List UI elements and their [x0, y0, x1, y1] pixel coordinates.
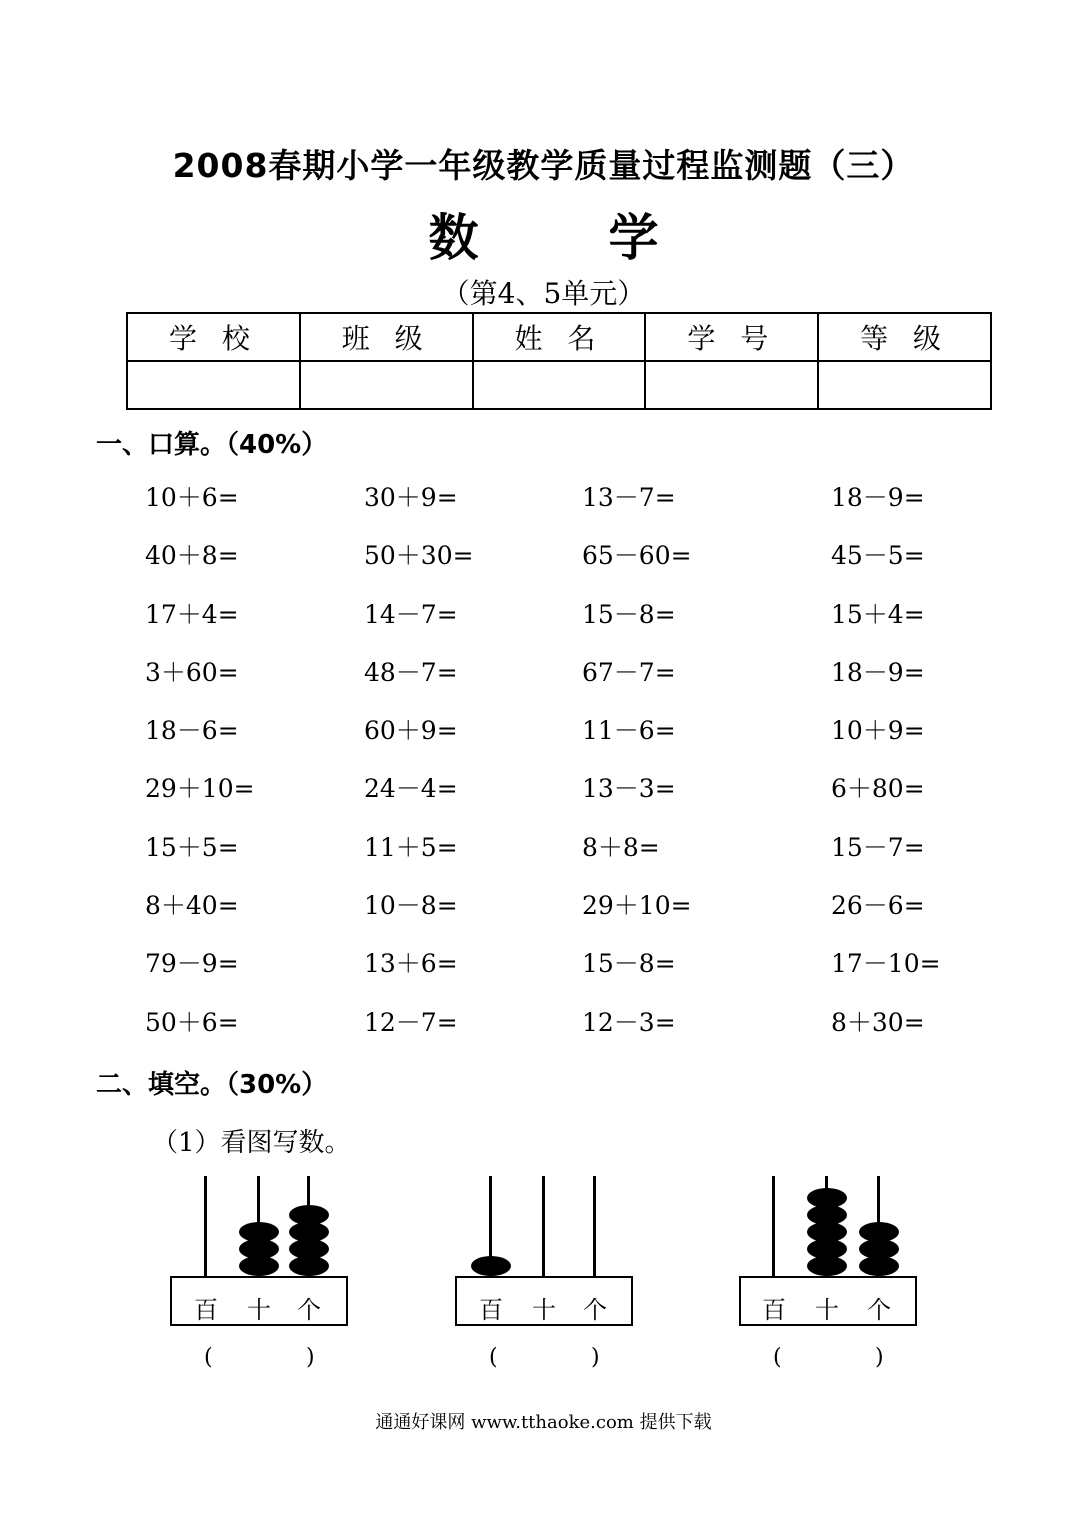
place-value-label: 个 — [583, 1296, 607, 1324]
info-header-number: 学 号 — [645, 313, 818, 361]
math-problem: 50＋30= — [364, 541, 474, 571]
math-problem: 10－8= — [364, 891, 458, 921]
abacus-bead — [471, 1256, 511, 1276]
place-value-label: 个 — [297, 1296, 321, 1324]
paren-close: ) — [306, 1345, 315, 1370]
math-problem: 26－6= — [831, 891, 925, 921]
place-value-label: 十 — [815, 1296, 839, 1324]
math-problem: 50＋6= — [145, 1007, 239, 1037]
abacus-bead — [807, 1256, 847, 1276]
section2-title: 二、填空。（30%） — [96, 1070, 328, 1100]
math-problem: 12－7= — [364, 1007, 458, 1037]
math-problem: 40＋8= — [145, 541, 239, 571]
math-problem: 8＋40= — [145, 891, 239, 921]
info-entry-class[interactable] — [300, 361, 473, 409]
math-problem: 6＋80= — [831, 774, 925, 804]
problem-row — [145, 653, 1025, 711]
abacus-frame — [455, 1276, 633, 1326]
mental-math-grid — [145, 478, 1025, 1061]
math-problem: 15－8= — [582, 949, 676, 979]
subject-char-left: 数 — [428, 209, 479, 267]
paren-close: ) — [875, 1345, 884, 1370]
section1-title: 一、口算。（40%） — [96, 430, 328, 460]
answer-blank[interactable] — [204, 1345, 324, 1373]
abacus-frame — [170, 1276, 348, 1326]
info-entry-name[interactable] — [473, 361, 646, 409]
info-header-class: 班 级 — [300, 313, 473, 361]
place-value-label: 百 — [194, 1296, 218, 1324]
math-problem: 29＋10= — [582, 891, 692, 921]
math-problem: 8＋8= — [582, 832, 660, 862]
math-problem: 29＋10= — [145, 774, 255, 804]
abacus-rod — [593, 1176, 596, 1276]
answer-blank[interactable] — [773, 1345, 893, 1373]
paren-close: ) — [591, 1345, 600, 1370]
math-problem: 13－3= — [582, 774, 676, 804]
abacus-bead — [289, 1256, 329, 1276]
math-problem: 11＋5= — [364, 832, 458, 862]
math-problem: 12－3= — [582, 1007, 676, 1037]
math-problem: 48－7= — [364, 657, 458, 687]
math-problem: 65－60= — [582, 541, 692, 571]
info-header-row — [127, 313, 991, 361]
abacus-bead — [239, 1239, 279, 1259]
abacus-rod — [542, 1176, 545, 1276]
place-value-label: 十 — [247, 1296, 271, 1324]
math-problem: 45－5= — [831, 541, 925, 571]
problem-row — [145, 478, 1025, 536]
abacus-bead — [289, 1222, 329, 1242]
place-value-label: 十 — [532, 1296, 556, 1324]
math-problem: 18－6= — [145, 716, 239, 746]
problem-row — [145, 886, 1025, 944]
abacus-bead — [289, 1239, 329, 1259]
abacus-rod — [204, 1176, 207, 1276]
math-problem: 18－9= — [831, 657, 925, 687]
math-problem: 13－7= — [582, 483, 676, 512]
abacus-rod — [772, 1176, 775, 1276]
math-problem: 14－7= — [364, 599, 458, 629]
unit-subtitle: （第4、5单元） — [441, 277, 646, 310]
math-problem: 60＋9= — [364, 716, 458, 746]
math-problem: 3＋60= — [145, 657, 239, 687]
math-problem: 79－9= — [145, 949, 239, 979]
math-problem: 10＋9= — [831, 716, 925, 746]
subject-heading — [0, 198, 1087, 270]
math-problem: 30＋9= — [364, 483, 458, 512]
info-header-school: 学 校 — [127, 313, 300, 361]
abacus-frame — [739, 1276, 917, 1326]
info-entry-school[interactable] — [127, 361, 300, 409]
answer-blank[interactable] — [489, 1345, 609, 1373]
page-title: 2008春期小学一年级教学质量过程监测题（三） — [172, 146, 915, 185]
abacus-bead — [289, 1205, 329, 1225]
problem-row — [145, 595, 1025, 653]
info-header-name: 姓 名 — [473, 313, 646, 361]
student-info-table — [126, 312, 992, 410]
math-problem: 67－7= — [582, 657, 676, 687]
footer-credit: 通通好课网 www.tthaoke.com 提供下载 — [375, 1412, 712, 1433]
abacus-bead — [239, 1222, 279, 1242]
abacus-bead — [859, 1256, 899, 1276]
math-problem: 15＋4= — [831, 599, 925, 629]
math-problem: 15－7= — [831, 832, 925, 862]
math-problem: 8＋30= — [831, 1007, 925, 1037]
problem-row — [145, 536, 1025, 594]
math-problem: 24－4= — [364, 774, 458, 804]
problem-row — [145, 828, 1025, 886]
math-problem: 13＋6= — [364, 949, 458, 979]
problem-row — [145, 711, 1025, 769]
math-problem: 18－9= — [831, 483, 925, 512]
abacus-bead — [807, 1222, 847, 1242]
math-problem: 11－6= — [582, 716, 676, 746]
math-problem: 15－8= — [582, 599, 676, 629]
math-problem: 17－10= — [831, 949, 941, 979]
problem-row — [145, 944, 1025, 1002]
place-value-label: 百 — [762, 1296, 786, 1324]
place-value-label: 个 — [867, 1296, 891, 1324]
question-1-prompt: （1）看图写数。 — [152, 1128, 351, 1158]
info-entry-grade[interactable] — [818, 361, 991, 409]
paren-open: ( — [773, 1345, 782, 1370]
math-problem: 10＋6= — [145, 483, 239, 512]
paren-open: ( — [489, 1345, 498, 1370]
problem-row — [145, 769, 1025, 827]
abacus-bead — [859, 1222, 899, 1242]
math-problem: 17＋4= — [145, 599, 239, 629]
info-header-grade: 等 级 — [818, 313, 991, 361]
paren-open: ( — [204, 1345, 213, 1370]
abacus-bead — [807, 1188, 847, 1208]
abacus-bead — [239, 1256, 279, 1276]
info-entry-number[interactable] — [645, 361, 818, 409]
subject-char-right: 学 — [608, 209, 659, 267]
abacus-bead — [807, 1239, 847, 1259]
abacus-bead — [807, 1205, 847, 1225]
math-problem: 15＋5= — [145, 832, 239, 862]
problem-row — [145, 1003, 1025, 1061]
abacus-bead — [859, 1239, 899, 1259]
info-entry-row — [127, 361, 991, 409]
place-value-label: 百 — [479, 1296, 503, 1324]
